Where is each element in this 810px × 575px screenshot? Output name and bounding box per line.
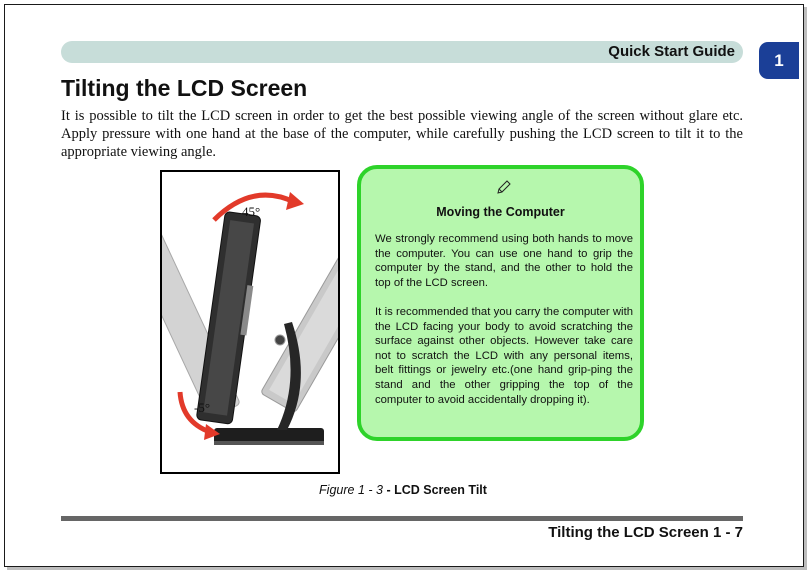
note-paragraph-1: We strongly recommend using both hands to move the computer. You can use one hand to grip the computer by the stand, and the other to hold the top of the LCD screen. [375,233,633,289]
main-screen [196,211,263,424]
footer-page-label: Tilting the LCD Screen 1 - 7 [548,524,743,541]
chapter-tab[interactable]: 1 [759,42,799,79]
guide-title: Quick Start Guide [608,43,735,60]
caption-text: - LCD Screen Tilt [386,483,487,497]
angle-back-label: 45° [242,204,261,219]
footer-rule [61,516,743,521]
lcd-tilt-figure [160,170,340,474]
pencil-icon [496,179,512,195]
intro-paragraph: It is possible to tilt the LCD screen in order to get the best possible viewing angle of the screen without glare etc. Apply pressure with one hand at the base of the computer, while carefully pushing the LCD screen to tilt it to the appropriate viewing angle. [61,108,743,160]
header-bar [61,41,743,63]
page-title: Tilting the LCD Screen [61,75,308,101]
note-box [357,165,644,441]
caption-number: Figure 1 - 3 [319,483,383,497]
figure-caption [160,483,646,497]
note-paragraph-2: It is recommended that you carry the computer with the LCD facing your body to avoid scratching the surface against other objects. However take care not to scratch the LCD with any personal items, belt fittings or jewelry etc.(one hand grip-ping the stand and the other gripping the top of the computer to avoid accidentally dropping it). [375,306,633,406]
angle-forward-label: -5° [194,400,211,415]
note-title: Moving the Computer [436,205,565,219]
